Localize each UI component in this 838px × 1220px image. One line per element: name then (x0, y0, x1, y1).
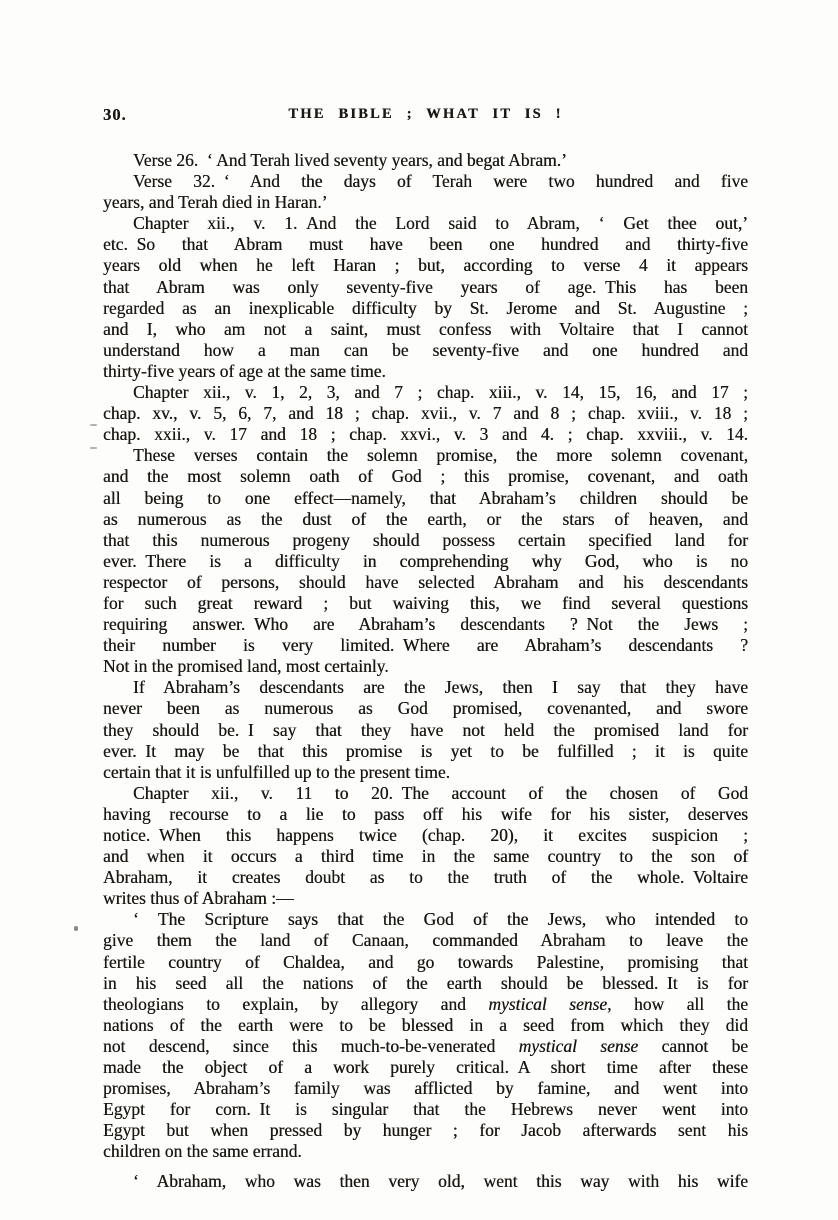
text-line: they should be. I say that they have not held the promised land for (103, 719, 748, 740)
text-line: nations of the earth were to be blessed in a seed from which they did (103, 1014, 748, 1035)
text-line: their number is very limited. Where are Abraham’s descendants ? (103, 635, 748, 656)
paragraph (103, 909, 748, 1162)
text-line: These verses contain the solemn promise, the more solemn covenant, (133, 445, 748, 466)
paragraph (103, 213, 748, 382)
page-header (103, 104, 748, 126)
text-line: give them the land of Canaan, commanded Abraham to leave the (103, 930, 748, 951)
paragraph (103, 171, 748, 213)
text-line: for such great reward ; but waiving this, we find several questions (103, 592, 748, 613)
text-line: in his seed all the nations of the earth should be blessed. It is for (103, 972, 748, 993)
scan-speck (90, 424, 97, 426)
text-line: chap. xv., v. 5, 6, 7, and 18 ; chap. xvii., v. 7 and 8 ; chap. xviii., v. 18 ; (103, 403, 748, 424)
text-line: Abraham, it creates doubt as to the truth of the whole. Voltaire (103, 867, 748, 888)
text-line: certain that it is unfulfilled up to the present time. (103, 761, 450, 782)
text-line: ever. It may be that this promise is yet to be fulfilled ; it is quite (103, 740, 748, 761)
text-line: years, and Terah died in Haran.’ (103, 192, 328, 213)
paragraph (103, 382, 748, 445)
text-line: as numerous as the dust of the earth, or the stars of heaven, and (103, 508, 748, 529)
text-line: If Abraham’s descendants are the Jews, then I say that they have (133, 677, 748, 698)
text-line: that this numerous progeny should possess certain specified land for (103, 529, 748, 550)
text-line: Chapter xii., v. 1, 2, 3, and 7 ; chap. xiii., v. 14, 15, 16, and 17 ; (133, 382, 748, 403)
paragraph (103, 445, 748, 677)
paragraph (103, 677, 748, 782)
text-line: that Abram was only seventy-five years of age. This has been (103, 276, 748, 297)
text-line: chap. xxii., v. 17 and 18 ; chap. xxvi., v. 3 and 4. ; chap. xxviii., v. 14. (103, 424, 748, 445)
text-line: fertile country of Chaldea, and go towards Palestine, promising that (103, 951, 748, 972)
text-line: having recourse to a lie to pass off his wife for his sister, deserves (103, 803, 748, 824)
text-line: Egypt for corn. It is singular that the Hebrews never went into (103, 1099, 748, 1120)
text-line: ‘ The Scripture says that the God of the Jews, who intended to (133, 909, 748, 930)
text-line: made the object of a work purely critical. A short time after these (103, 1057, 748, 1078)
text-line: Chapter xii., v. 11 to 20. The account of the chosen of God (133, 782, 748, 803)
text-line: children on the same errand. (103, 1141, 302, 1162)
text-line: ‘ Abraham, who was then very old, went this way with his wife (133, 1170, 748, 1191)
running-title: THE BIBLE ; WHAT IT IS ! (288, 106, 563, 122)
page-number: 30. (103, 105, 127, 124)
text-line: understand how a man can be seventy-five and one hundred and (103, 339, 748, 360)
text-line: and I, who am not a saint, must confess with Voltaire that I cannot (103, 318, 748, 339)
text-line: notice. When this happens twice (chap. 20), it excites suspicion ; (103, 825, 748, 845)
page-text (103, 150, 748, 1192)
text-line: respector of persons, should have selected Abraham and his descendants (103, 571, 748, 592)
text-line: writes thus of Abraham :— (103, 888, 294, 909)
text-line: all being to one effect—namely, that Abraham’s children should be (103, 487, 748, 508)
scan-speck (74, 926, 78, 931)
text-line: thirty-five years of age at the same time. (103, 360, 386, 381)
text-line: theologians to explain, by allegory and mystical sense, how all the (103, 993, 748, 1014)
text-line: promises, Abraham’s family was afflicted by famine, and went into (103, 1078, 748, 1099)
scan-speck (90, 447, 97, 449)
text-line: and the most solemn oath of God ; this promise, covenant, and oath (103, 466, 748, 487)
paragraph (103, 150, 748, 171)
text-line: years old when he left Haran ; but, according to verse 4 it appears (103, 255, 748, 276)
text-line: etc. So that Abram must have been one hundred and thirty-five (103, 234, 748, 255)
paragraph (103, 1171, 748, 1192)
text-line: regarded as an inexplicable difficulty by St. Jerome and St. Augustine ; (103, 297, 748, 318)
text-line: Egypt but when pressed by hunger ; for Jacob afterwards sent his (103, 1120, 748, 1141)
text-line: Not in the promised land, most certainly. (103, 656, 389, 677)
text-line: Chapter xii., v. 1. And the Lord said to Abram, ‘ Get thee out,’ (133, 213, 748, 234)
text-line: and when it occurs a third time in the same country to the son of (103, 846, 748, 867)
text-line: Verse 32. ‘ And the days of Terah were two hundred and five (133, 171, 748, 192)
paragraph (103, 783, 748, 910)
text-line: requiring answer. Who are Abraham’s descendants ? Not the Jews ; (103, 614, 748, 635)
text-line: never been as numerous as God promised, covenanted, and swore (103, 698, 748, 719)
text-line: not descend, since this much-to-be-venerated mystical sense cannot be (103, 1035, 748, 1056)
text-line: Verse 26. ‘ And Terah lived seventy years, and begat Abram.’ (133, 150, 567, 170)
text-line: ever. There is a difficulty in comprehending why God, who is no (103, 550, 748, 571)
